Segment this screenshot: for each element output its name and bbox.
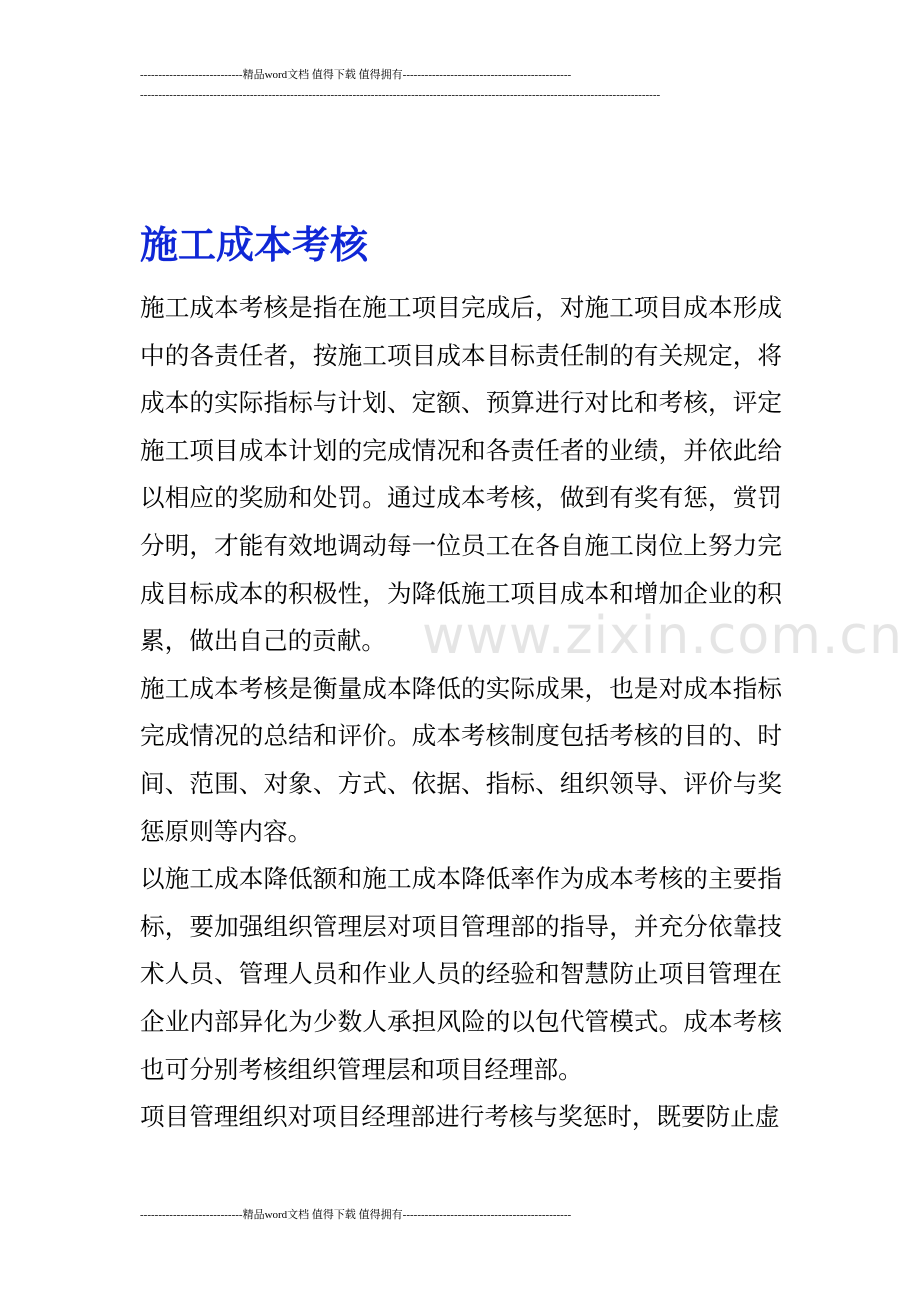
paragraph-2: 施工成本考核是衡量成本降低的实际成果，也是对成本指标完成情况的总结和评价。成本考核制度包括考核的目的、时间、范围、对象、方式、依据、指标、组织领导、评价与奖惩原则等内容。	[140, 673, 782, 846]
paragraph-4: 项目管理组织对项目经理部进行考核与奖惩时，既要防止虚	[140, 1102, 780, 1132]
watermark: www.zixin.com.cn	[422, 606, 903, 666]
document-title: 施工成本考核	[140, 222, 369, 267]
document-body	[140, 284, 782, 1141]
footer-banner: ----------------------------精品word文档 值得下载 值得拥有----------------------------------------------	[140, 1209, 572, 1221]
header-divider: ----------------------------------------------------------------------------------------------------------------------------------------------	[140, 89, 661, 101]
paragraph-3: 以施工成本降低额和施工成本降低率作为成本考核的主要指标，要加强组织管理层对项目管理部的指导，并充分依靠技术人员、管理人员和作业人员的经验和智慧防止项目管理在企业内部异化为少数人承担风险的以包代管模式。成本考核也可分别考核组织管理层和项目经理部。	[140, 864, 782, 1084]
header-banner: ----------------------------精品word文档 值得下载 值得拥有----------------------------------------------	[140, 69, 572, 81]
paragraph-1: 施工成本考核是指在施工项目完成后，对施工项目成本形成中的各责任者，按施工项目成本目标责任制的有关规定，将成本的实际指标与计划、定额、预算进行对比和考核，评定施工项目成本计划的完成情况和各责任者的业绩，并依此给以相应的奖励和处罚。通过成本考核，做到有奖有惩，赏罚分明，才能有效地调动每一位员工在各自施工岗位上努力完成目标成本的积极性，为降低施工项目成本和增加企业的积累，做出自己的贡献。	[140, 293, 782, 656]
